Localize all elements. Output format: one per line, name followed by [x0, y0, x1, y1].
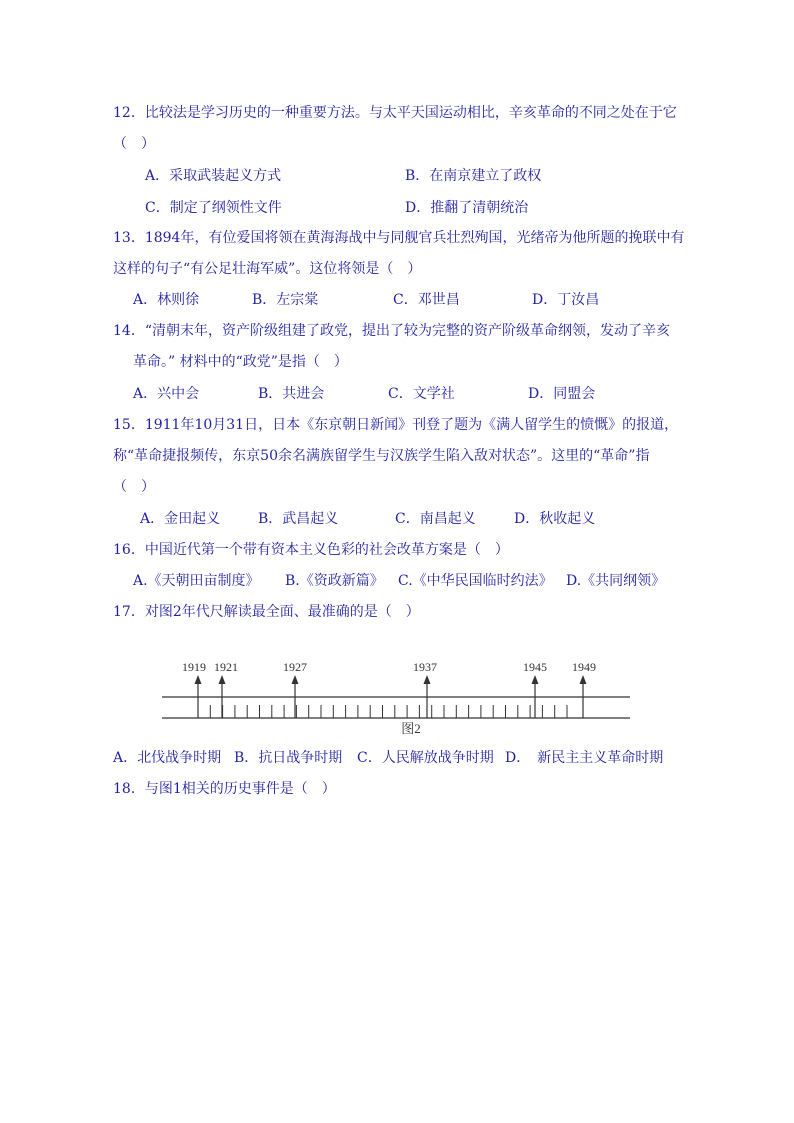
q15-stem-line-3: （ ） [113, 479, 155, 495]
q12-option-b: B．在南京建立了政权 [405, 168, 542, 184]
q17-stem-line-1: 17．对图2年代尺解读最全面、最准确的是（ ） [113, 604, 420, 620]
q14-stem-line-1: 14．“清朝末年，资产阶级组建了政党，提出了较为完整的资产阶级革命纲领，发动了辛亥 [113, 323, 670, 339]
q13-option-d: D．丁汝昌 [532, 292, 600, 308]
timeline-arrow-head [424, 675, 431, 684]
q16-option-d: D.《共同纲领》 [566, 573, 666, 589]
timeline-arrow-head [532, 675, 539, 684]
year-1921-label [214, 660, 238, 674]
q15-stem-line-1: 15．1911年10月31日，日本《东京朝日新闻》刊登了题为《满人留学生的愤慨》的报道， [113, 417, 679, 433]
timeline-svg [160, 655, 635, 740]
q16-stem-line-1: 16．中国近代第一个带有资本主义色彩的社会改革方案是（ ） [113, 542, 509, 558]
q15-stem-line-2: 称“革命捷报频传，东京50余名满族留学生与汉族学生陷入敌对状态”。这里的“革命”指 [113, 448, 650, 464]
q17-option-d: D． 新民主主义革命时期 [505, 750, 664, 766]
q13-option-b: B．左宗棠 [252, 292, 319, 308]
timeline-arrow-head [292, 675, 299, 684]
q16-option-b: B.《资政新篇》 [285, 573, 384, 589]
q14-option-d: D．同盟会 [528, 386, 596, 402]
timeline-ticks [198, 705, 567, 718]
svg-text:1921: 1921 [214, 660, 238, 674]
svg-text:1919: 1919 [182, 660, 206, 674]
q12-option-d: D．推翻了清朝统治 [405, 200, 529, 216]
q12-stem-line-1: 12．比较法是学习历史的一种重要方法。与太平天国运动相比，辛亥革命的不同之处在于它 [113, 105, 677, 121]
year-1927-label [283, 660, 307, 674]
q12-option-a: A．采取武装起义方式 [145, 168, 282, 184]
q16-option-c: C.《中华民国临时约法》 [398, 573, 553, 589]
q18-stem-line-1: 18．与图1相关的历史事件是（ ） [113, 781, 336, 797]
q15-option-a: A．金田起义 [140, 511, 221, 527]
timeline-arrow-head [195, 675, 202, 684]
year-1949-label [572, 660, 596, 674]
q13-stem-line-1: 13．1894年，有位爱国将领在黄海海战中与同舰官兵壮烈殉国，光绪帝为他所题的挽联中有 [113, 230, 685, 246]
svg-text:1949: 1949 [572, 660, 596, 674]
q17-option-a: A．北伐战争时期 [113, 750, 222, 766]
q13-option-a: A．林则徐 [133, 292, 200, 308]
q14-stem-line-2: 革命。” 材料中的“政党”是指（ ） [133, 354, 348, 370]
svg-text:1937: 1937 [413, 660, 437, 674]
q13-stem-line-2: 这样的句子“有公足壮海军威”。这位将领是（ ） [113, 261, 422, 277]
svg-text:1927: 1927 [283, 660, 307, 674]
year-1937-label [413, 660, 437, 674]
q15-option-b: B．武昌起义 [258, 511, 339, 527]
q14-option-a: A．兴中会 [133, 386, 200, 402]
figure-2-timeline [160, 655, 635, 744]
year-1919-label [182, 660, 206, 674]
q15-option-d: D．秋收起义 [514, 511, 596, 527]
q16-option-a: A.《天朝田亩制度》 [133, 573, 260, 589]
timeline-arrow-head [219, 675, 226, 684]
q14-option-c: C．文学社 [388, 386, 455, 402]
q17-option-b: B．抗日战争时期 [234, 750, 343, 766]
svg-text:1945: 1945 [523, 660, 547, 674]
q12-option-c: C．制定了纲领性文件 [145, 200, 282, 216]
year-1945-label [523, 660, 547, 674]
q17-option-c: C．人民解放战争时期 [357, 750, 494, 766]
q12-stem-line-2: （ ） [113, 136, 155, 152]
q14-option-b: B．共进会 [258, 386, 325, 402]
q13-option-c: C．邓世昌 [393, 292, 460, 308]
timeline-arrow-head [580, 675, 587, 684]
figure-2-caption: 图2 [401, 721, 421, 736]
q15-option-c: C．南昌起义 [395, 511, 476, 527]
